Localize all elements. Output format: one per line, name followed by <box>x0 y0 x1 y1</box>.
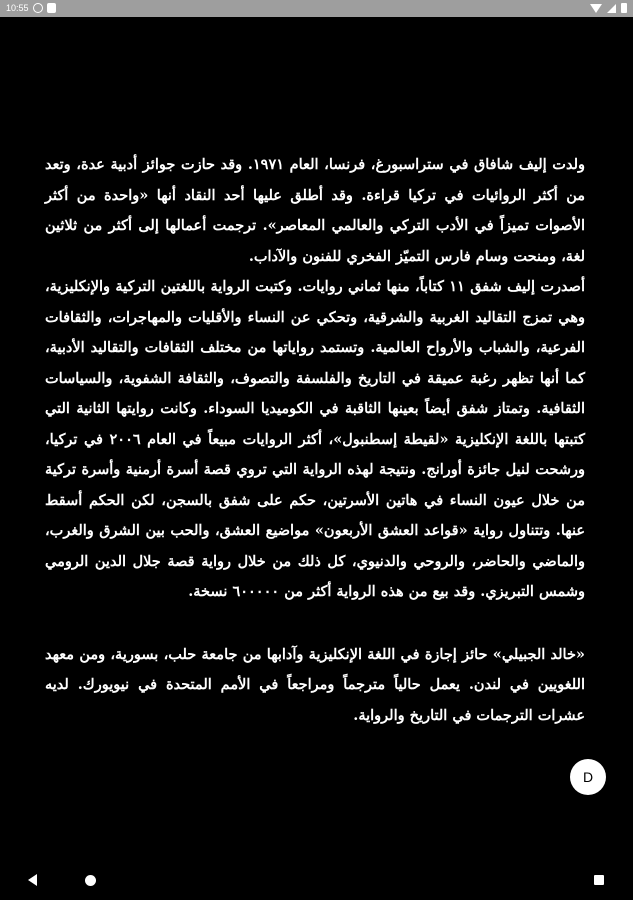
status-right <box>590 3 627 13</box>
paragraph-author-works: أصدرت إليف شفق ١١ كتاباً، منها ثماني روايات. وكتبت الرواية باللغتين التركية والإنكليزية، وهي تمزج التقاليد الغربية والشرقية، وتحكي عن النساء والأقليات والمهاجرات، والثقافات الفرعية، والشباب والأرواح العالمية. وتستمد رواياتها من مختلف الثقافات والتقاليد الأدبية، كما أنها تظهر رغبة عميقة في التاريخ والفلسفة والتصوف، والثقافة الشفوية، والسياسات الثقافية. وتمتاز شفق أيضاً بعينها الثاقبة في الكوميديا السوداء. وكانت روايتها الثانية التي كتبتها باللغة الإنكليزية «لقيطة إسطنبول»، أكثر الروايات مبيعاً في العام ٢٠٠٦ في تركيا، ورشحت لنيل جائزة أورانج. ونتيجة لهذه الرواية التي تروي قصة أسرة أرمنية وأسرة تركية من خلال عيون النساء في هاتين الأسرتين، حكم على شفق بالسجن، لكن الحكم أسقط عنها. وتتناول رواية «قواعد العشق الأربعون» مواضيع العشق، والحب بين الشرق والغرب، والماضي والحاضر، والروحي والدنيوي، كل ذلك من خلال رواية قصة جلال الدين الرومي وشمس التبريزي. وقد بيع من هذه الرواية أكثر من ٦٠٠٠٠٠ نسخة. <box>45 278 585 600</box>
wifi-icon <box>590 4 602 13</box>
navigation-bar <box>0 860 633 900</box>
back-icon[interactable] <box>28 874 37 886</box>
notification-g-icon <box>33 3 43 13</box>
signal-icon <box>607 4 616 13</box>
notification-doc-icon <box>47 3 56 13</box>
status-left <box>6 3 56 13</box>
paragraph-author-bio: ولدت إليف شافاق في ستراسبورغ، فرنسا، العام ١٩٧١. وقد حازت جوائز أدبية عدة، وتعد من أكثر الروائيات في تركيا قراءة. وقد أطلق عليها أحد النقاد أنها «واحدة من أكثر الأصوات تميزاً في الأدب التركي والعالمي المعاصر». ترجمت أعمالها إلى أكثر من ثلاثين لغة، ومنحت وسام فارس التميّز الفخري للفنون والآداب. <box>45 156 585 265</box>
home-icon[interactable] <box>85 875 96 886</box>
recents-icon[interactable] <box>594 875 604 885</box>
status-time: 10:55 <box>6 3 29 13</box>
status-bar <box>0 0 633 17</box>
reader-page[interactable] <box>45 150 585 770</box>
paragraph-translator-bio: «خالد الجبيلي» حائز إجازة في اللغة الإنكليزية وآدابها من جامعة حلب، بسورية، ومن معهد اللغويين في لندن. يعمل حالياً مترجماً ومراجعاً في الأمم المتحدة في نيويورك. لديه عشرات الترجمات في التاريخ والرواية. <box>45 645 585 724</box>
battery-icon <box>621 3 627 13</box>
reader-menu-button[interactable]: D <box>570 759 606 795</box>
